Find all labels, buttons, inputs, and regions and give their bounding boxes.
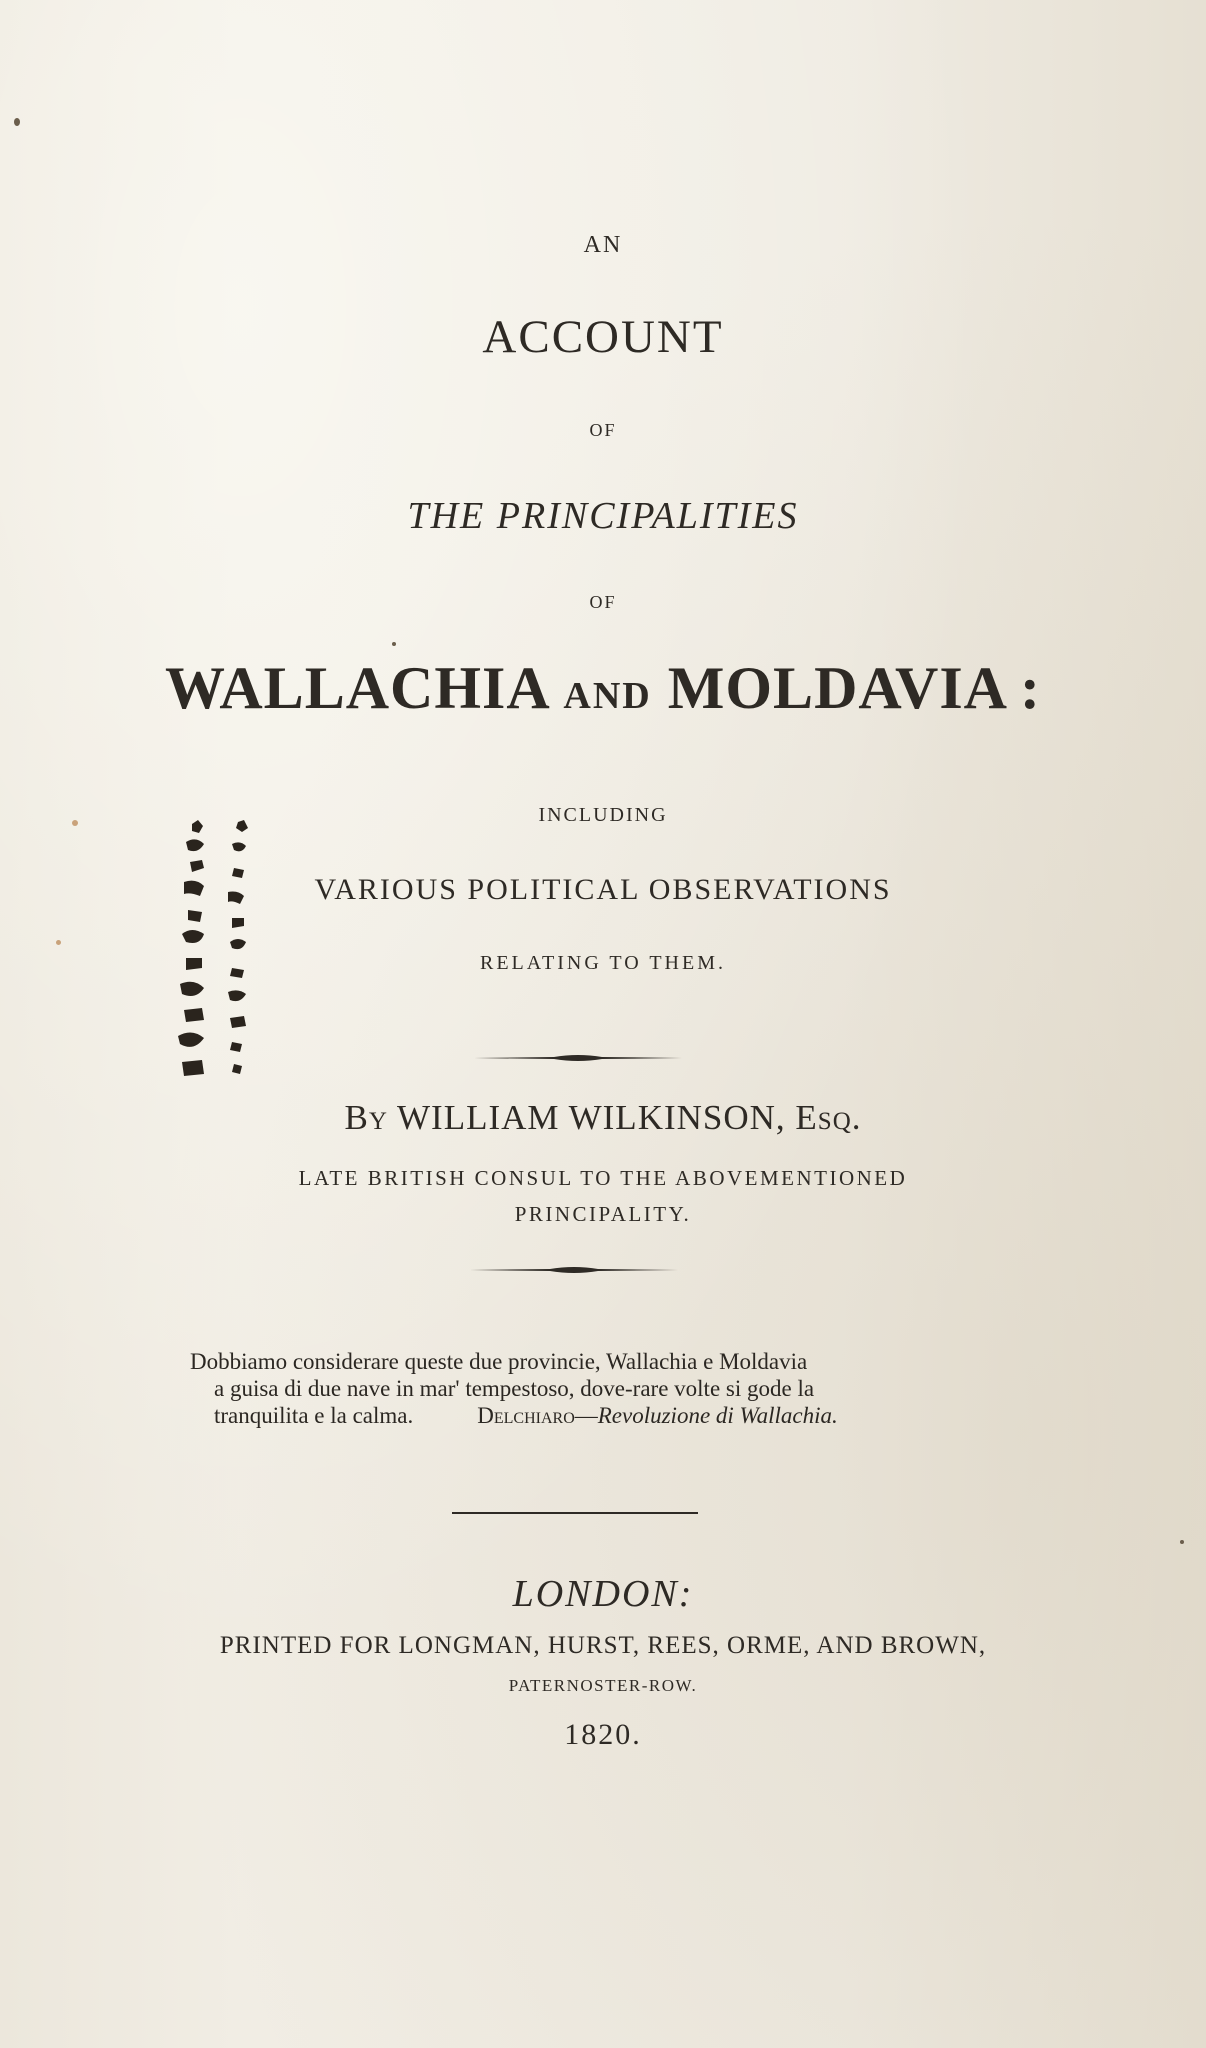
author-role-line-1: LATE BRITISH CONSUL TO THE ABOVEMENTIONED [298,1166,908,1190]
main-title-colon: : [1020,655,1041,721]
title-of-1: OF [589,420,617,440]
epigraph-line-3-row [190,1402,960,1429]
title-principalities: THE PRINCIPALITIES [407,495,799,537]
main-title-place-2: MOLDAVIA [667,655,1009,721]
title-of-2: OF [589,592,617,612]
author-role-line-2: PRINCIPALITY. [514,1202,692,1226]
title-an: AN [583,232,623,258]
imprint-printer: PRINTED FOR LONGMAN, HURST, REES, ORME, AND BROWN, [219,1632,987,1659]
author-esq: Esq. [795,1098,862,1137]
subtitle-observations: VARIOUS POLITICAL OBSERVATIONS [314,873,892,906]
author-by: By [344,1098,388,1137]
main-title-and: AND [563,675,652,717]
epigraph-attribution-author: Delchiaro [477,1403,575,1428]
paper-speck [56,940,61,945]
subtitle-including: INCLUDING [538,804,668,826]
epigraph-attribution-title: Revoluzione di Wallachia. [597,1403,838,1428]
ink-stamp-mark [170,818,270,1084]
epigraph-line-1: Dobbiamo considerare queste due provincie, Wallachia e Moldavia [190,1349,808,1374]
author-name: WILLIAM WILKINSON, [397,1098,786,1137]
imprint-street: PATERNOSTER-ROW. [508,1676,698,1695]
paper-speck [392,642,396,646]
paper-speck [14,118,20,126]
epigraph [190,1348,960,1429]
epigraph-attribution-sep: — [574,1403,598,1428]
epigraph-line-3: tranquilita e la calma. [214,1403,414,1428]
paper-speck [72,820,78,826]
paper-speck [1180,1540,1184,1544]
main-title-place-1: WALLACHIA [165,655,548,721]
imprint-city: LONDON: [512,1573,694,1615]
epigraph-line-2: a guisa di due nave in mar' tempestoso, dove-rare volte si gode la [214,1376,815,1401]
title-account: ACCOUNT [482,311,724,363]
author-line [0,1098,1206,1138]
main-title [0,654,1206,723]
subtitle-relating: RELATING TO THEM. [480,952,726,974]
imprint-year: 1820. [564,1718,642,1751]
